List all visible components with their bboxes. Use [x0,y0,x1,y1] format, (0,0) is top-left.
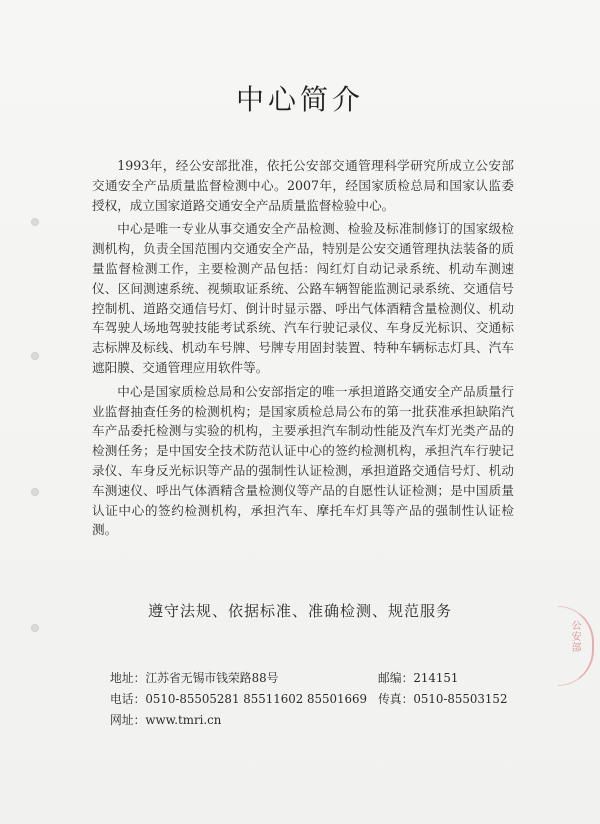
intro-body [92,156,514,544]
website-text: 网址：www.tmri.cn [110,713,222,727]
phone-text: 电话：0510-85505281 85511602 85501669 [110,692,368,706]
contact-row-website [110,710,540,731]
intro-paragraph-history: 1993年，经公安部批准，依托公安部交通管理科学研究所成立公安部交通安全产品质量监督检测中心。2007年，经国家质检总局和国家认监委授权，成立国家道路交通安全产品质量监督检验中心。 [92,158,514,213]
binding-hole [31,488,39,496]
intro-paragraph-authority: 中心是国家质检总局和公安部指定的唯一承担道路交通安全产品质量行业监督抽查任务的检测机构；是国家质检总局公布的第一批获准承担缺陷汽车产品委托检测与实验的机构，主要承担汽车制动性能及汽车灯光类产品的检测任务；是中国安全技术防范认证中心的签约检测机构，承担汽车行驶记录仪、车身反光标识等产品的强制性认证检测，承担道路交通信号灯、机动车测速仪、呼出气体酒精含量检测仪等产品的自愿性认证检测；是中国质量认证中心的签约检测机构，承担汽车、摩托车灯具等产品的强制性认证检测。 [92,383,514,538]
contact-row-address [110,668,540,689]
intro-paragraph-scope: 中心是唯一专业从事交通安全产品检测、检验及标准制修订的国家级检测机构，负责全国范围内交通安全产品，特别是公安交通管理执法装备的质量监督检测工作，主要检测产品包括：闯红灯自动记录系统、机动车测速仪、区间测速系统、视频取证系统、公路车辆智能监测记录系统、交通信号控制机、道路交通信号灯、倒计时显示器、呼出气体酒精含量检测仪、机动车驾驶人场地驾驶技能考试系统、汽车行驶记录仪、车身反光标识、交通标志标牌及标线、机动车号牌、号牌专用固封装置、特种车辆标志灯具、汽车遮阳膜、交通管理应用软件等。 [92,221,514,375]
contact-row-phone [110,689,540,710]
binding-hole [31,352,39,360]
binding-hole [31,624,39,632]
page-title: 中心简介 [235,83,364,116]
seal-stamp-text: 公安部 [569,620,580,653]
address-text: 地址：江苏省无锡市钱荣路88号 [110,671,279,685]
slogan: 遵守法规、依据标准、准确检测、规范服务 [147,602,452,620]
postcode-text: 邮编：214151 [378,671,459,685]
contact-block [110,668,540,731]
binding-hole [31,218,39,226]
fax-text: 传真：0510-85503152 [378,692,508,706]
